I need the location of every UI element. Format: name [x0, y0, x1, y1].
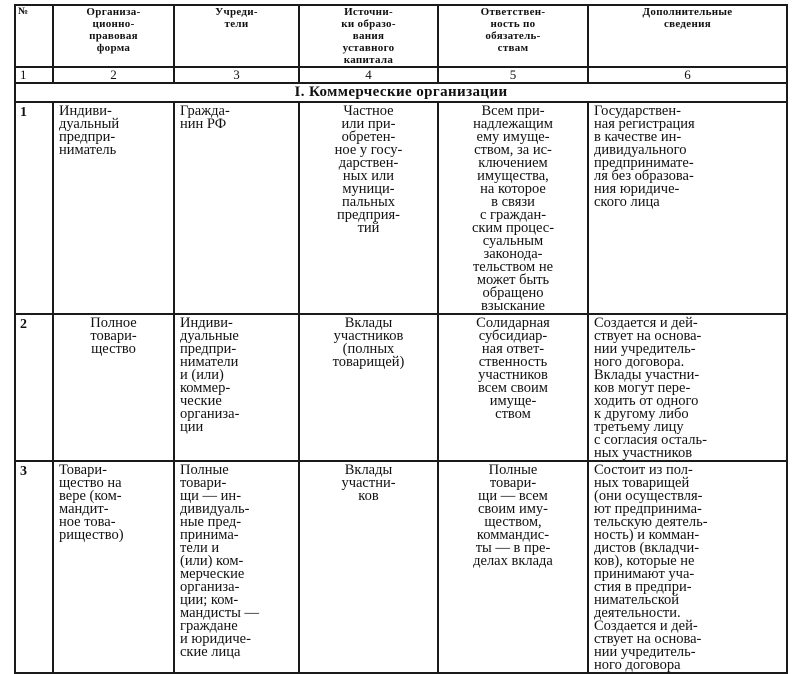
row-number: 2 — [15, 314, 53, 461]
legal-form-cell: Полное товари- щество — [53, 314, 174, 461]
additional-info-cell: Государствен- ная регистрация в качестве ин- дивидуального предпринимате- ля без образова- ния юридиче- ского лица — [588, 102, 787, 314]
capital-sources-cell: Вклады участников (полных товарищей) — [299, 314, 438, 461]
header-capital-sources: Источни- ки образо- вания уставного капитала — [299, 5, 438, 67]
table-row — [15, 314, 787, 461]
table-row — [15, 102, 787, 314]
header-founders: Учреди- тели — [174, 5, 299, 67]
header-liability: Ответствен- ность по обязатель- ствам — [438, 5, 588, 67]
column-number: 2 — [53, 67, 174, 83]
founders-cell: Полные товари- щи — ин- дивидуаль- ные пред- принима- тели и (или) ком- мерческие организа- ции; ком- мандисты — граждане и юридиче- ские лица — [174, 461, 299, 673]
column-number: 4 — [299, 67, 438, 83]
liability-cell: Солидарная субсидиар- ная ответ- ственность участников всем своим имуще- ством — [438, 314, 588, 461]
additional-info-cell: Создается и дей- ствует на основа- нии учредитель- ного договора. Вклады участни- ков могут пере- ходить от одного к другому либо третьему лицу с согласия осталь- ных участников — [588, 314, 787, 461]
section-title: I. Коммерческие организации — [15, 83, 787, 102]
legal-form-cell: Товари- щество на вере (ком- мандит- ное това- рищество) — [53, 461, 174, 673]
header-number: № — [15, 5, 53, 67]
liability-cell: Полные товари- щи — всем своим иму- ществом, коммандис- ты — в пре- делах вклада — [438, 461, 588, 673]
table-row — [15, 461, 787, 673]
row-number: 3 — [15, 461, 53, 673]
column-number: 3 — [174, 67, 299, 83]
founders-cell: Гражда- нин РФ — [174, 102, 299, 314]
section-row — [15, 83, 787, 102]
column-number: 6 — [588, 67, 787, 83]
capital-sources-cell: Вклады участни- ков — [299, 461, 438, 673]
column-numbers-row — [15, 67, 787, 83]
founders-cell: Индиви- дуальные предпри- ниматели и (или) коммер- ческие организа- ции — [174, 314, 299, 461]
capital-sources-cell: Частное или при- обретен- ное у госу- дарствен- ных или муници- пальных предприя- тий — [299, 102, 438, 314]
legal-form-cell: Индиви- дуальный предпри- ниматель — [53, 102, 174, 314]
column-number: 5 — [438, 67, 588, 83]
organizations-table — [14, 4, 788, 674]
column-number: 1 — [15, 67, 53, 83]
additional-info-cell: Состоит из пол- ных товарищей (они осуществля- ют предпринима- тельскую деятель- ность) и комман- дистов (вкладчи- ков), которые не принимают уча- стия в предпри- нимательской деятельности. Создается и дей- ствует на основа- нии учредитель- ного договора — [588, 461, 787, 673]
header-row — [15, 5, 787, 67]
row-number: 1 — [15, 102, 53, 314]
liability-cell: Всем при- надлежащим ему имуще- ством, за ис- ключением имущества, на которое в связи с граждан- ским процес- суальным законода- тельством не может быть обращено взыскание — [438, 102, 588, 314]
header-additional-info: Дополнительные сведения — [588, 5, 787, 67]
header-legal-form: Организа- ционно- правовая форма — [53, 5, 174, 67]
